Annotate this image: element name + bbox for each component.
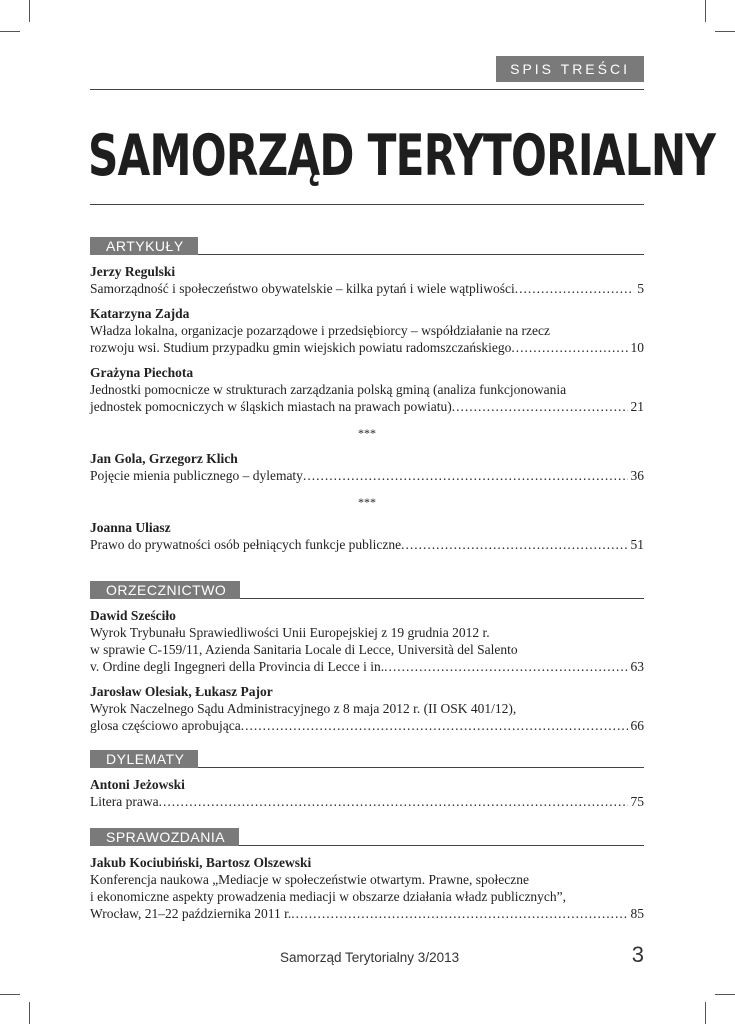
entry-title-last-line bbox=[90, 339, 644, 356]
entry-page-number: 75 bbox=[630, 794, 644, 809]
toc-entry[interactable] bbox=[90, 683, 644, 734]
entry-title-last-line bbox=[90, 717, 644, 734]
entry-title-line: Konferencja naukowa „Mediacje w społeczeństwie otwartym. Prawne, społeczne bbox=[90, 872, 529, 887]
entry-title-last-line bbox=[90, 793, 644, 810]
entry-author: Jarosław Olesiak, Łukasz Pajor bbox=[90, 684, 273, 699]
dot-leader bbox=[384, 658, 627, 675]
entry-title-text: Samorządność i społeczeństwo obywatelskie – kilka pytań i wiele wątpliwości bbox=[90, 281, 515, 296]
dot-leader bbox=[159, 793, 628, 810]
toc-entry[interactable] bbox=[90, 263, 644, 297]
entry-title-last-line bbox=[90, 398, 644, 415]
entry-title-last-line bbox=[90, 536, 644, 553]
section-label: ARTYKUŁY bbox=[90, 237, 198, 255]
entry-title-line: w sprawie C-159/11, Azienda Sanitaria Locale di Lecce, Università del Salento bbox=[90, 642, 518, 657]
entry-title-text: glosa częściowo aprobująca bbox=[90, 718, 241, 733]
toc-section bbox=[90, 237, 644, 553]
dot-leader bbox=[303, 467, 628, 484]
title-rule bbox=[90, 204, 644, 205]
entry-author: Antoni Jeżowski bbox=[90, 777, 185, 792]
crop-mark bbox=[715, 31, 735, 32]
crop-mark bbox=[705, 1002, 706, 1024]
section-header bbox=[90, 750, 644, 768]
entry-title-last-line bbox=[90, 280, 644, 297]
entry-title-line: Jednostki pomocnicze w strukturach zarządzania polską gminą (analiza funkcjonowania bbox=[90, 382, 567, 397]
dot-leader bbox=[401, 536, 627, 553]
entry-title-text: rozwoju wsi. Studium przypadku gmin wiejskich powiatu radomszczańskiego bbox=[90, 340, 512, 355]
dot-leader bbox=[291, 905, 627, 922]
footer-page-number: 3 bbox=[631, 942, 644, 967]
toc-section bbox=[90, 828, 644, 922]
entry-page-number: 21 bbox=[630, 399, 644, 414]
dot-leader bbox=[511, 339, 627, 356]
entry-title-last-line bbox=[90, 905, 644, 922]
entry-page-number: 51 bbox=[630, 537, 644, 552]
toc-section bbox=[90, 750, 644, 810]
toc-entry[interactable] bbox=[90, 854, 644, 922]
crop-mark bbox=[29, 1002, 30, 1024]
entry-author: Joanna Uliasz bbox=[90, 520, 171, 535]
entry-author: Grażyna Piechota bbox=[90, 365, 194, 380]
separator-stars: *** bbox=[358, 495, 376, 509]
page-title: SAMORZĄD TERYTORIALNY bbox=[88, 123, 716, 189]
section-header bbox=[90, 237, 644, 255]
entry-author: Jerzy Regulski bbox=[90, 264, 176, 279]
dot-leader bbox=[515, 280, 634, 297]
entry-title-line: i ekonomiczne aspekty prowadzenia mediacji w obszarze działania władz publicznych”, bbox=[90, 889, 567, 904]
entry-author: Jan Gola, Grzegorz Klich bbox=[90, 451, 238, 466]
crop-mark bbox=[715, 994, 735, 995]
entry-title-line: Wyrok Naczelnego Sądu Administracyjnego z 8 maja 2012 r. (II OSK 401/12), bbox=[90, 701, 517, 716]
dot-leader bbox=[452, 398, 628, 415]
entry-page-number: 36 bbox=[630, 468, 644, 483]
entry-title-last-line bbox=[90, 467, 644, 484]
entry-page-number: 63 bbox=[630, 659, 644, 674]
separator-stars: *** bbox=[358, 426, 376, 440]
entry-title-line: Wyrok Trybunału Sprawiedliwości Unii Europejskiej z 19 grudnia 2012 r. bbox=[90, 625, 490, 640]
entry-title-text: Pojęcie mienia publicznego – dylematy bbox=[90, 468, 303, 483]
footer-journal: Samorząd Terytorialny 3/2013 bbox=[280, 950, 460, 965]
entry-author: Dawid Sześciło bbox=[90, 608, 176, 623]
entry-page-number: 85 bbox=[630, 906, 644, 921]
entry-author: Jakub Kociubiński, Bartosz Olszewski bbox=[90, 855, 312, 870]
toc-entry[interactable] bbox=[90, 519, 644, 553]
entry-title-last-line bbox=[90, 658, 644, 675]
crop-mark bbox=[0, 31, 20, 32]
entry-title-text: Wrocław, 21–22 października 2011 r. bbox=[90, 906, 292, 921]
crop-mark bbox=[0, 994, 20, 995]
section-header bbox=[90, 581, 644, 599]
entry-page-number: 5 bbox=[637, 281, 644, 296]
entry-title-text: Litera prawa bbox=[90, 794, 159, 809]
crop-mark bbox=[29, 0, 30, 22]
entry-page-number: 66 bbox=[630, 718, 644, 733]
entry-title-text: v. Ordine degli Ingegneri della Provincia di Lecce i in. bbox=[90, 659, 385, 674]
toc-section bbox=[90, 581, 644, 734]
section-header bbox=[90, 828, 644, 846]
toc-entry[interactable] bbox=[90, 364, 644, 415]
section-label: DYLEMATY bbox=[90, 750, 198, 768]
entry-page-number: 10 bbox=[630, 340, 644, 355]
section-label: ORZECZNICTWO bbox=[90, 581, 240, 599]
section-label: SPRAWOZDANIA bbox=[90, 828, 239, 846]
toc-entry[interactable] bbox=[90, 305, 644, 356]
dot-leader bbox=[241, 717, 628, 734]
toc-entry[interactable] bbox=[90, 450, 644, 484]
entry-title-line: Władza lokalna, organizacje pozarządowe i przedsiębiorcy – współdziałanie na rzecz bbox=[90, 323, 551, 338]
entry-title-text: jednostek pomocniczych w śląskich miastach na prawach powiatu) bbox=[90, 399, 452, 414]
toc-entry[interactable] bbox=[90, 776, 644, 810]
toc-entry[interactable] bbox=[90, 607, 644, 675]
header-rule bbox=[90, 89, 644, 90]
toc-badge: SPIS TREŚCI bbox=[496, 56, 644, 82]
entry-author: Katarzyna Zajda bbox=[90, 306, 190, 321]
toc-page bbox=[88, 0, 716, 1024]
entry-title-text: Prawo do prywatności osób pełniących funkcje publiczne bbox=[90, 537, 402, 552]
crop-mark bbox=[705, 0, 706, 22]
